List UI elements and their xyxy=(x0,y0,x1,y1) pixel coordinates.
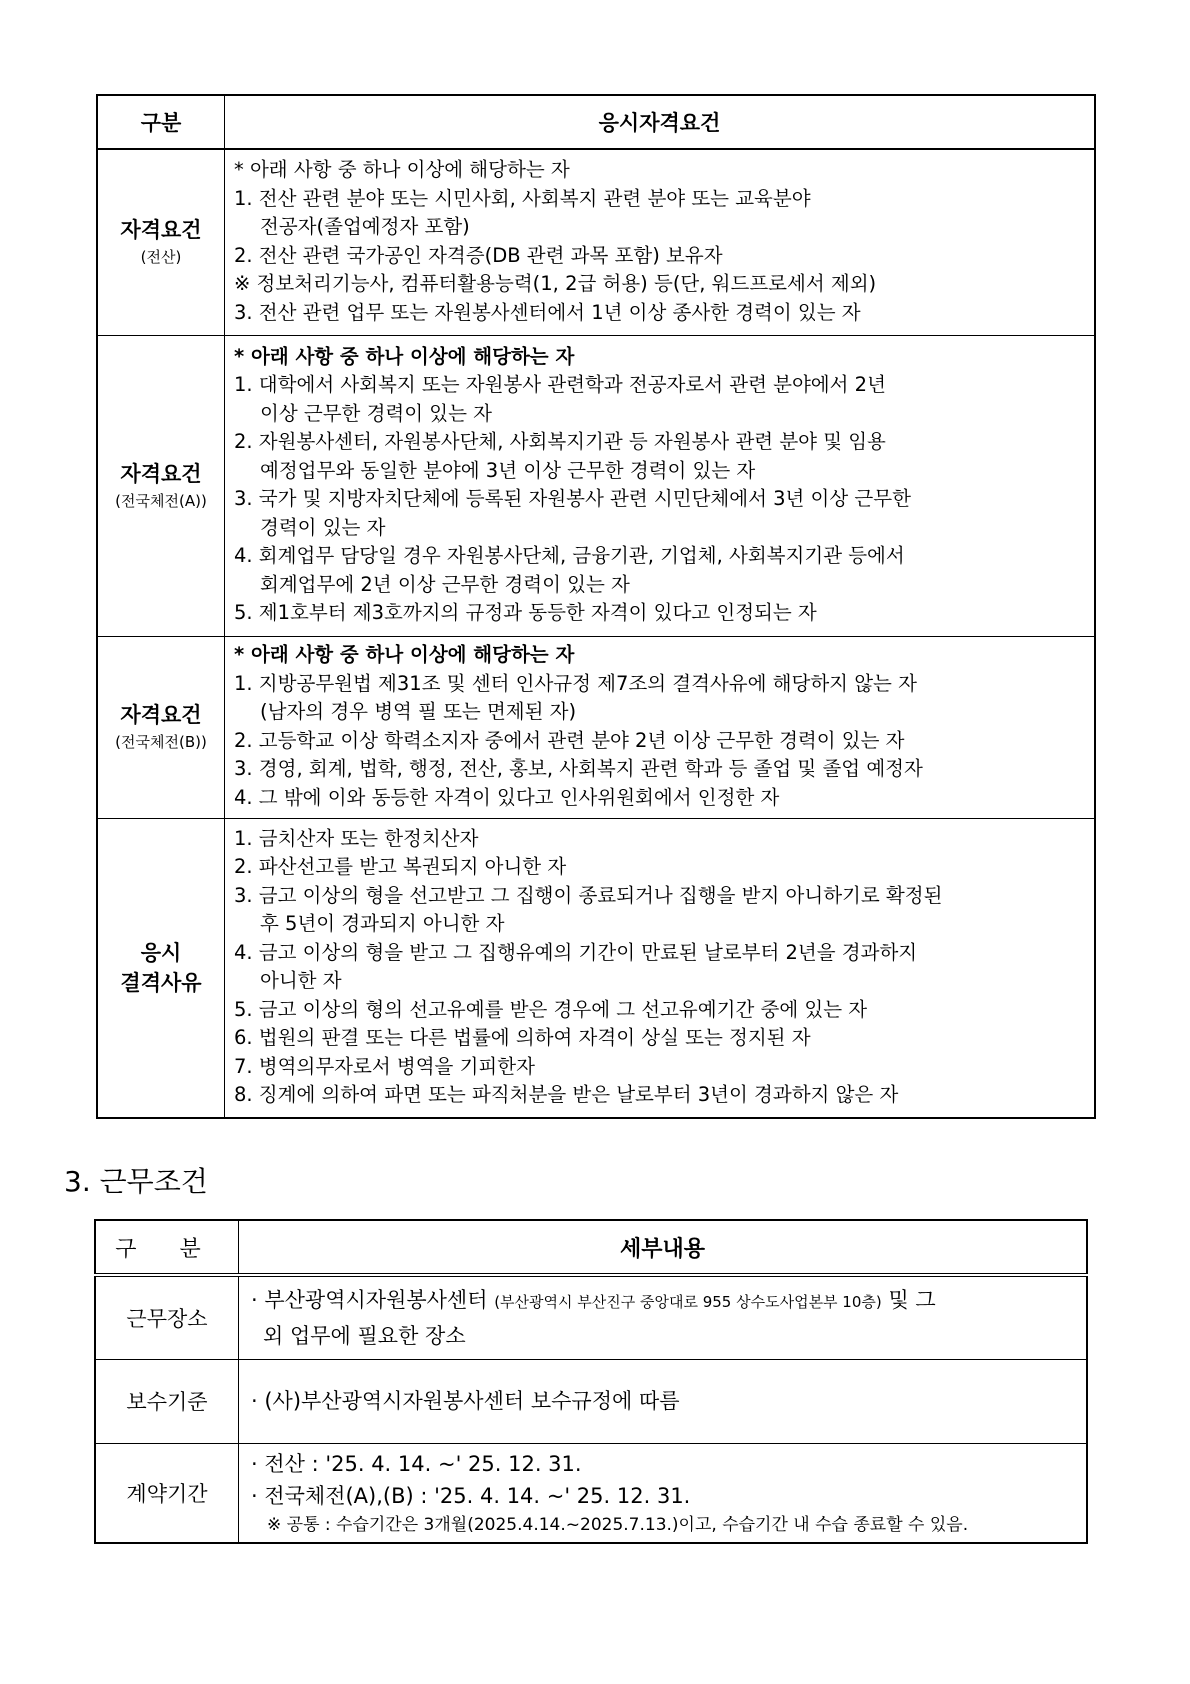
contract-label: 계약기간 xyxy=(95,1443,239,1543)
row-label-main: 자격요건 xyxy=(120,218,202,243)
row-label-sub: (전국체전(B)) xyxy=(115,733,207,751)
disqualification-row xyxy=(97,818,1095,1118)
content-line: 4. 그 밖에 이와 동등한 자격이 있다고 인사위원회에서 인정한 자 xyxy=(234,785,780,809)
content-line: 1. 지방공무원법 제31조 및 센터 인사규정 제7조의 결격사유에 해당하지 않는 자 xyxy=(234,671,917,695)
pay-row xyxy=(95,1359,1087,1443)
work-place-line2: 외 업무에 필요한 장소 xyxy=(263,1323,466,1348)
row-content-it xyxy=(225,149,1096,335)
content-line: 7. 병역의무자로서 병역을 기피한자 xyxy=(234,1054,535,1078)
content-line: 3. 국가 및 지방자치단체에 등록된 자원봉사 관련 시민단체에서 3년 이상 근무한 xyxy=(234,487,911,510)
content-line: 2. 자원봉사센터, 자원봉사단체, 사회복지기관 등 자원봉사 관련 분야 및 임용 xyxy=(234,430,886,453)
content-line: 5. 금고 이상의 형의 선고유예를 받은 경우에 그 선고유예기간 중에 있는 자 xyxy=(234,997,868,1021)
work-conditions-table xyxy=(94,1219,1088,1544)
content-line: 경력이 있는 자 xyxy=(260,515,386,539)
row-label-b xyxy=(97,636,225,818)
requirement-row-b xyxy=(97,636,1095,818)
content-line: 1. 대학에서 사회복지 또는 자원봉사 관련학과 전공자로서 관련 분야에서 2년 xyxy=(234,373,886,396)
content-line: 전공자(졸업예정자 포함) xyxy=(260,215,470,239)
requirements-table xyxy=(96,94,1096,1119)
contract-line-it: · 전산 : '25. 4. 14. ~' 25. 12. 31. xyxy=(251,1451,582,1476)
content-line: 8. 징계에 의하여 파면 또는 파직처분을 받은 날로부터 3년이 경과하지 않은 자 xyxy=(234,1083,899,1107)
work-place-suffix: 및 그 xyxy=(888,1287,936,1312)
content-line: 4. 금고 이상의 형을 받고 그 집행유예의 기간이 만료된 날로부터 2년을 경과하지 xyxy=(234,940,918,964)
row-content-a xyxy=(225,335,1096,636)
content-line: 예정업무와 동일한 분야에 3년 이상 근무한 경력이 있는 자 xyxy=(260,458,756,482)
requirement-row-a xyxy=(97,335,1095,636)
content-line: * 아래 사항 중 하나 이상에 해당하는 자 xyxy=(234,158,570,182)
requirement-row-it xyxy=(97,149,1095,335)
content-line: 아니한 자 xyxy=(260,969,342,993)
contract-note: ※ 공통 : 수습기간은 3개월(2025.4.14.~2025.7.13.)이고, 수습기간 내 수습 종료할 수 있음. xyxy=(267,1514,969,1535)
row-label-main: 자격요건 xyxy=(120,703,202,727)
header-category: 구분 xyxy=(97,95,225,149)
row-content-disqualification xyxy=(225,818,1096,1118)
content-line: 2. 파산선고를 받고 복권되지 아니한 자 xyxy=(234,855,567,879)
content-line: 4. 회계업무 담당일 경우 자원봉사단체, 금융기관, 기업체, 사회복지기관 등에서 xyxy=(234,544,905,567)
content-line: 1. 전산 관련 분야 또는 시민사회, 사회복지 관련 분야 또는 교육분야 xyxy=(234,186,811,210)
content-line: 6. 법원의 판결 또는 다른 법률에 의하여 자격이 상실 또는 정지된 자 xyxy=(234,1026,811,1050)
content-line: 회계업무에 2년 이상 근무한 경력이 있는 자 xyxy=(260,572,630,596)
work-header-row xyxy=(95,1220,1087,1275)
content-line: 3. 금고 이상의 형을 선고받고 그 집행이 종료되거나 집행을 받지 아니하기로 확정된 xyxy=(234,883,943,907)
contract-row xyxy=(95,1443,1087,1543)
row-label-a xyxy=(97,335,225,636)
content-line: ※ 정보처리기능사, 컴퓨터활용능력(1, 2급 허용) 등(단, 워드프로세서 제외) xyxy=(234,272,877,296)
row-label-disqualification xyxy=(97,818,225,1118)
work-header-details: 세부내용 xyxy=(239,1220,1088,1275)
contract-line-ab: · 전국체전(A),(B) : '25. 4. 14. ~' 25. 12. 31. xyxy=(251,1483,691,1508)
row-label-sub: (전산) xyxy=(140,248,182,267)
content-line: (남자의 경우 병역 필 또는 면제된 자) xyxy=(260,700,577,723)
content-line: 이상 근무한 경력이 있는 자 xyxy=(260,401,493,425)
content-line: 2. 고등학교 이상 학력소지자 중에서 관련 분야 2년 이상 근무한 경력이 있는 자 xyxy=(234,728,905,752)
content-line: 2. 전산 관련 국가공인 자격증(DB 관련 과목 포함) 보유자 xyxy=(234,243,723,267)
work-header-category: 구 분 xyxy=(95,1220,239,1275)
content-line: 3. 전산 관련 업무 또는 자원봉사센터에서 1년 이상 종사한 경력이 있는 자 xyxy=(234,300,861,324)
work-place-name: · 부산광역시자원봉사센터 xyxy=(251,1287,488,1312)
content-line: 5. 제1호부터 제3호까지의 규정과 동등한 자격이 있다고 인정되는 자 xyxy=(234,601,817,624)
work-place-label: 근무장소 xyxy=(95,1275,239,1359)
row-content-b xyxy=(225,636,1096,818)
content-line: 3. 경영, 회계, 법학, 행정, 전산, 홍보, 사회복지 관련 학과 등 졸업 및 졸업 예정자 xyxy=(234,757,923,780)
content-line: 1. 금치산자 또는 한정치산자 xyxy=(234,826,479,850)
work-place-content xyxy=(239,1275,1088,1359)
row-label-sub: (전국체전(A)) xyxy=(115,491,207,510)
row-label-main: 자격요건 xyxy=(120,461,202,486)
content-line: * 아래 사항 중 하나 이상에 해당하는 자 xyxy=(234,344,575,368)
contract-content xyxy=(239,1443,1088,1543)
header-requirements: 응시자격요건 xyxy=(225,95,1096,149)
pay-content: · (사)부산광역시자원봉사센터 보수규정에 따름 xyxy=(239,1359,1088,1443)
work-place-row xyxy=(95,1275,1087,1359)
content-line: * 아래 사항 중 하나 이상에 해당하는 자 xyxy=(234,643,575,666)
section-title: 3. 근무조건 xyxy=(64,1165,208,1198)
row-label-it xyxy=(97,149,225,335)
requirements-header-row xyxy=(97,95,1095,149)
work-place-address: (부산광역시 부산진구 중앙대로 955 상수도사업본부 10층) xyxy=(494,1292,882,1311)
content-line: 후 5년이 경과되지 아니한 자 xyxy=(260,912,505,936)
pay-label: 보수기준 xyxy=(95,1359,239,1443)
row-label-main: 응시 xyxy=(140,940,182,965)
row-label-main-2: 결격사유 xyxy=(120,970,202,995)
